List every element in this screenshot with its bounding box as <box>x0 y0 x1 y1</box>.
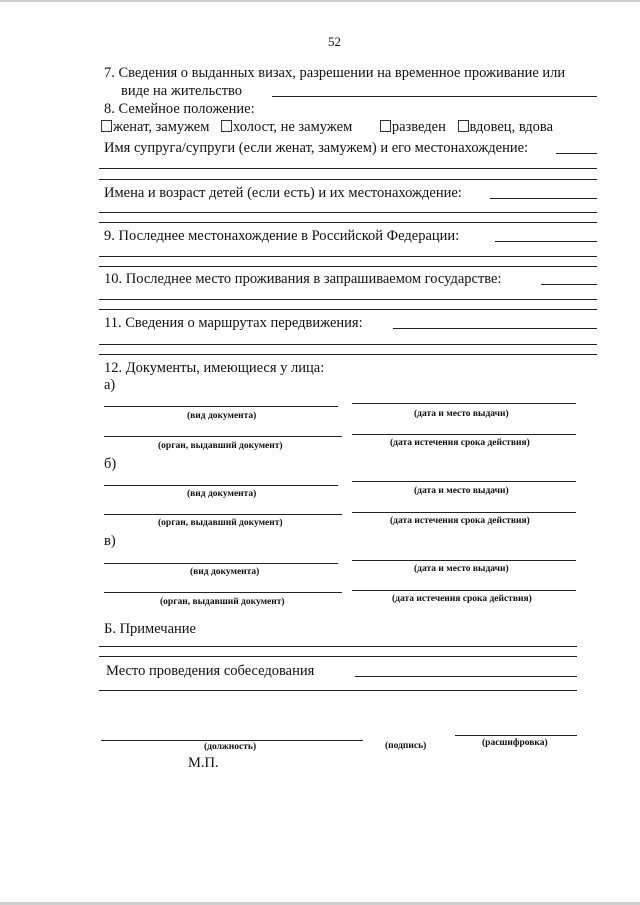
visa-info-field[interactable] <box>272 96 597 97</box>
option-widowed-label: вдовец, вдова <box>469 119 554 135</box>
checkbox-married[interactable] <box>101 120 112 132</box>
doc-v-issuer-field[interactable] <box>104 592 342 593</box>
doc-a-issue-caption: (дата и место выдачи) <box>414 409 509 419</box>
doc-block-v-letter: в) <box>104 533 116 549</box>
option-single-label: холост, не замужем <box>233 119 353 135</box>
doc-v-issue-caption: (дата и место выдачи) <box>414 564 509 574</box>
routes-field-line2[interactable] <box>99 354 597 355</box>
doc-b-type-field[interactable] <box>104 485 338 486</box>
checkbox-single[interactable] <box>221 120 232 132</box>
marital-status-options <box>101 119 553 135</box>
children-field-line1[interactable] <box>99 212 597 213</box>
routes-field-inline[interactable] <box>393 328 597 329</box>
doc-a-issue-field[interactable] <box>352 403 576 404</box>
last-residence-field-line2[interactable] <box>99 309 597 310</box>
spouse-field-line1[interactable] <box>99 168 597 169</box>
decode-field[interactable] <box>455 735 577 736</box>
doc-v-expiry-caption: (дата истечения срока действия) <box>392 594 532 604</box>
doc-v-issuer-caption: (орган, выдавший документ) <box>160 597 285 607</box>
section-8-title: 8. Семейное положение: <box>104 101 255 117</box>
note-field-line2[interactable] <box>99 656 577 657</box>
section-7-line2: виде на жительство <box>121 83 243 99</box>
section-11-label: 11. Сведения о маршрутах передвижения: <box>104 315 363 331</box>
doc-b-issuer-field[interactable] <box>104 514 342 515</box>
doc-a-expiry-caption: (дата истечения срока действия) <box>390 438 530 448</box>
last-residence-field-line1[interactable] <box>99 299 597 300</box>
interview-place-field-line[interactable] <box>99 690 577 691</box>
doc-v-type-field[interactable] <box>104 563 338 564</box>
section-10-label: 10. Последнее место проживания в запрашиваемом государстве: <box>104 271 502 287</box>
page-top-edge <box>0 0 640 2</box>
option-single[interactable] <box>221 119 352 135</box>
position-caption: (должность) <box>204 742 257 752</box>
last-location-ru-field-line1[interactable] <box>99 256 597 257</box>
doc-block-b-letter: б) <box>104 456 117 472</box>
option-married[interactable] <box>101 119 209 135</box>
stamp-place: М.П. <box>188 755 219 771</box>
doc-v-expiry-field[interactable] <box>352 590 576 591</box>
doc-b-expiry-field[interactable] <box>352 512 576 513</box>
checkbox-divorced[interactable] <box>380 120 391 132</box>
option-widowed[interactable] <box>458 119 554 135</box>
interview-place-field-inline[interactable] <box>355 676 577 677</box>
note-field-line1[interactable] <box>99 646 577 647</box>
doc-b-type-caption: (вид документа) <box>187 489 257 499</box>
note-title: Б. Примечание <box>104 621 196 637</box>
children-field-inline[interactable] <box>490 198 597 199</box>
doc-a-issuer-field[interactable] <box>104 436 342 437</box>
doc-b-expiry-caption: (дата истечения срока действия) <box>390 516 530 526</box>
last-residence-field-inline[interactable] <box>541 284 597 285</box>
option-divorced-label: разведен <box>391 119 446 135</box>
doc-v-type-caption: (вид документа) <box>190 567 260 577</box>
page-number: 52 <box>328 34 341 49</box>
spouse-label: Имя супруга/супруги (если женат, замужем) и его местонахождение: <box>104 140 529 156</box>
doc-b-issue-caption: (дата и место выдачи) <box>414 486 509 496</box>
checkbox-widowed[interactable] <box>458 120 469 132</box>
doc-v-issue-field[interactable] <box>352 560 576 561</box>
signature-caption: (подпись) <box>385 741 427 751</box>
position-field[interactable] <box>101 740 363 741</box>
doc-b-issue-field[interactable] <box>352 481 576 482</box>
routes-field-line1[interactable] <box>99 344 597 345</box>
last-location-ru-field-inline[interactable] <box>495 241 597 242</box>
spouse-field-line2[interactable] <box>99 179 597 180</box>
interview-place-label: Место проведения собеседования <box>106 663 315 679</box>
option-divorced[interactable] <box>380 119 446 135</box>
doc-a-expiry-field[interactable] <box>352 434 576 435</box>
doc-a-type-caption: (вид документа) <box>187 411 257 421</box>
doc-b-issuer-caption: (орган, выдавший документ) <box>158 518 283 528</box>
section-12-title: 12. Документы, имеющиеся у лица: <box>104 360 325 376</box>
section-9-label: 9. Последнее местонахождение в Российской Федерации: <box>104 228 460 244</box>
children-field-line2[interactable] <box>99 222 597 223</box>
doc-a-issuer-caption: (орган, выдавший документ) <box>158 441 283 451</box>
section-7-line1: 7. Сведения о выданных визах, разрешении на временное проживание или <box>104 65 566 81</box>
doc-a-type-field[interactable] <box>104 406 338 407</box>
last-location-ru-field-line2[interactable] <box>99 266 597 267</box>
decode-caption: (расшифровка) <box>482 738 548 748</box>
option-married-label: женат, замужем <box>113 119 210 135</box>
spouse-field-inline[interactable] <box>556 153 597 154</box>
children-label: Имена и возраст детей (если есть) и их местонахождение: <box>104 185 462 201</box>
doc-block-a-letter: а) <box>104 377 116 393</box>
